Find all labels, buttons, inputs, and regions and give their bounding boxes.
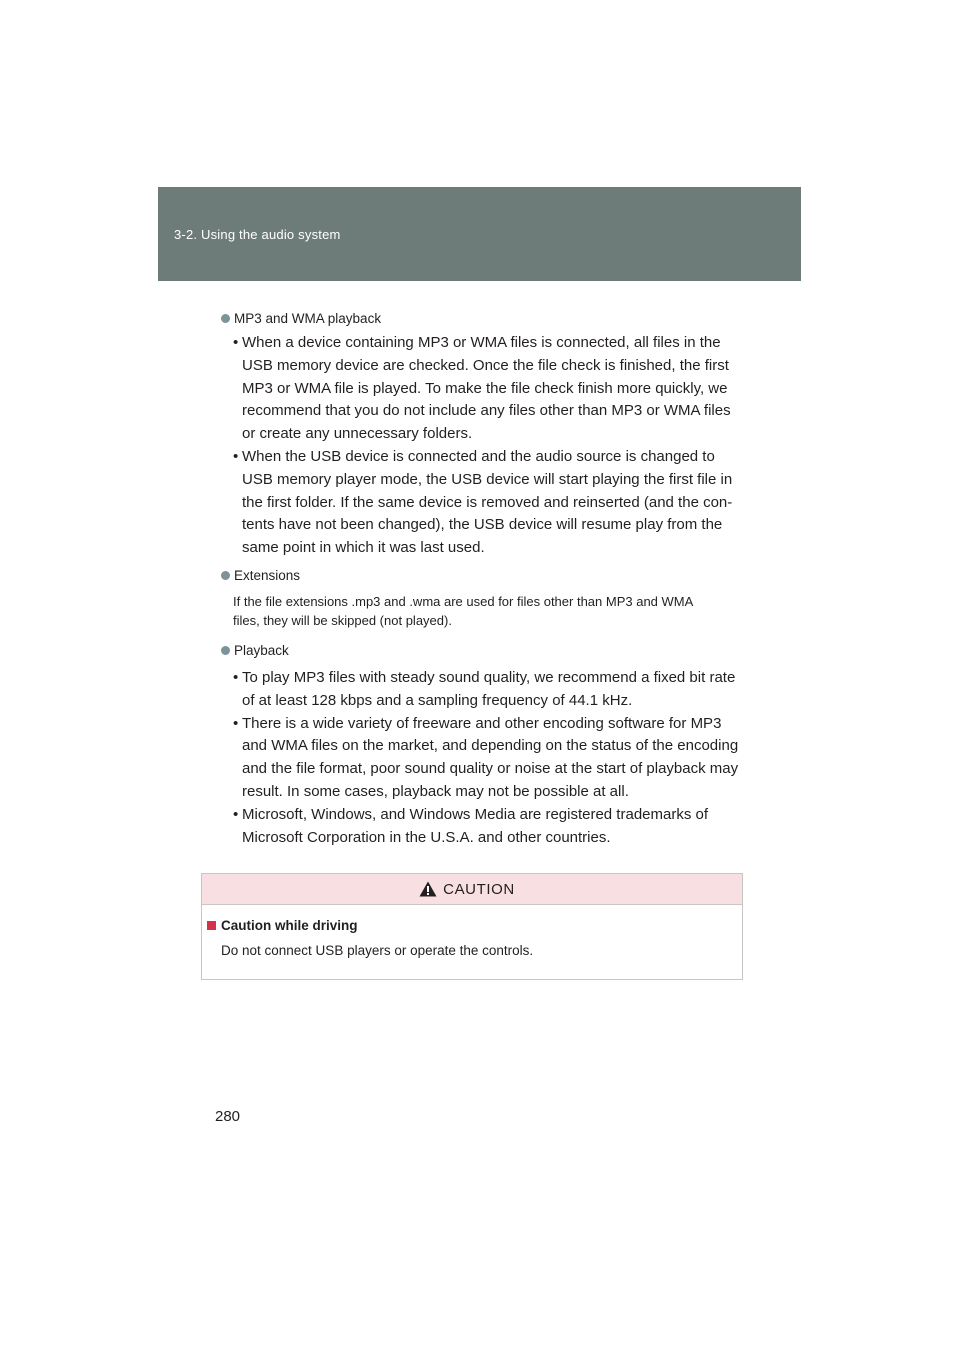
- page-number: 280: [215, 1108, 241, 1125]
- circle-bullet-icon: [221, 314, 230, 323]
- warning-triangle-icon: [419, 881, 437, 897]
- bullet-mark: •: [233, 334, 239, 351]
- list-item: • There is a wide variety of freeware and other encoding software for MP3 and WMA files on the market, and depending on the status of the encoding and the file format, poor sound quality or noise at the start of playback may result. In some cases, playback may not be possible at all.: [233, 714, 739, 800]
- topic-playback: [221, 641, 743, 849]
- circle-bullet-icon: [221, 646, 230, 655]
- topic-heading: MP3 and WMA playback: [234, 310, 382, 326]
- bullet-mark: •: [233, 714, 239, 732]
- list-item: • When the USB device is connected and the audio source is changed to USB memory player mode, the USB device will start playing the first file in the first folder. If the same device is removed and reinserted (and the con- tents have not been changed), the USB device will resume play from the same point in which it was last used.: [233, 447, 733, 557]
- caution-subheading: Caution while driving: [207, 918, 358, 933]
- list-item: • Microsoft, Windows, and Windows Media are registered trademarks of Microsoft Corporation in the U.S.A. and other countries.: [233, 805, 709, 846]
- extensions-note: If the file extensions .mp3 and .wma are used for files other than MP3 and WMA files, they will be skipped (not played).: [233, 593, 694, 629]
- list-item: • When a device containing MP3 or WMA files is connected, all files in the USB memory device are checked. Once the file check is finished, the first MP3 or WMA file is played. To make the file check finish more quickly, we recommend that you do not include any files other than MP3 or WMA files or create any unnecessary folders.: [233, 334, 731, 443]
- topic-mp3-wma-playback: [221, 308, 743, 560]
- bullet-mark: •: [233, 447, 239, 465]
- topic-extensions: [221, 566, 743, 631]
- topic-heading: Playback: [234, 643, 289, 659]
- caution-title: CAUTION: [443, 880, 515, 898]
- square-bullet-icon: [207, 921, 216, 930]
- main-content: [221, 308, 743, 849]
- caution-box: [201, 873, 743, 980]
- topic-heading: Extensions: [234, 568, 301, 584]
- list-item: • To play MP3 files with steady sound quality, we recommend a fixed bit rate of at least 128 kbps and a sampling frequency of 44.1 kHz.: [233, 668, 736, 709]
- section-header-band: [158, 187, 801, 281]
- caution-text: Do not connect USB players or operate the controls.: [221, 943, 534, 958]
- caution-header: [202, 874, 742, 905]
- bullet-mark: •: [233, 668, 239, 686]
- bullet-mark: •: [233, 805, 239, 823]
- section-title: 3-2. Using the audio system: [174, 227, 341, 242]
- circle-bullet-icon: [221, 571, 230, 580]
